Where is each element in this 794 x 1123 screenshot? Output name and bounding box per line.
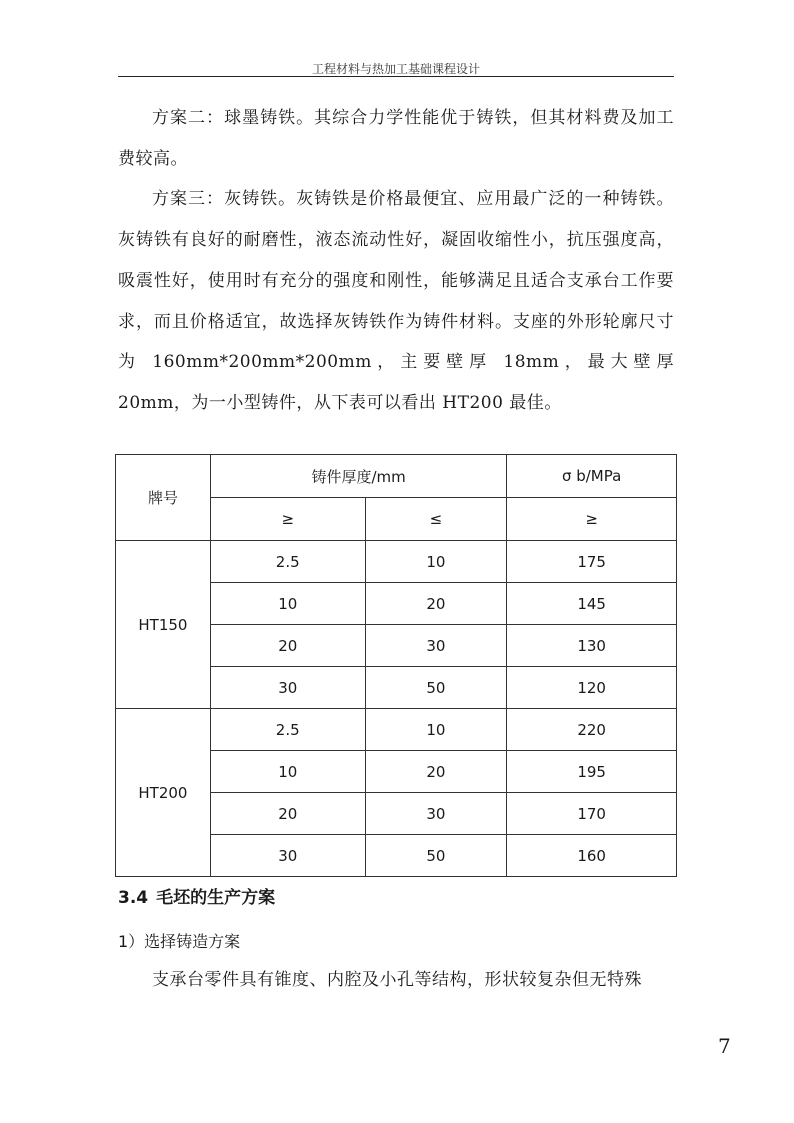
strength-cell: 175 xyxy=(507,541,677,583)
subsection-heading: 1）选择铸造方案 xyxy=(118,932,241,951)
subheader-max: ≤ xyxy=(365,498,507,541)
strength-cell: 120 xyxy=(507,667,677,709)
paragraph-option-2: 方案二：球墨铸铁。其综合力学性能优于铸铁，但其材料费及加工费较高。 xyxy=(118,108,674,169)
table-row xyxy=(116,541,677,583)
page-number: 7 xyxy=(718,1034,731,1058)
thickness-min-cell: 10 xyxy=(210,583,365,625)
grade-cell: HT200 xyxy=(116,709,211,877)
cast-iron-strength-table xyxy=(115,454,677,877)
thickness-min-cell: 10 xyxy=(210,751,365,793)
thickness-min-cell: 2.5 xyxy=(210,541,365,583)
thickness-max-cell: 10 xyxy=(365,709,507,751)
section-heading xyxy=(118,883,275,908)
subheader-strength-min: ≥ xyxy=(507,498,677,541)
thickness-min-cell: 20 xyxy=(210,793,365,835)
thickness-max-cell: 30 xyxy=(365,625,507,667)
thickness-min-cell: 30 xyxy=(210,667,365,709)
thickness-max-cell: 30 xyxy=(365,793,507,835)
thickness-min-cell: 20 xyxy=(210,625,365,667)
body-text-bottom xyxy=(118,960,674,1001)
page-header: 工程材料与热加工基础课程设计 xyxy=(311,62,480,76)
thickness-min-cell: 30 xyxy=(210,835,365,877)
strength-cell: 130 xyxy=(507,625,677,667)
subheader-min: ≥ xyxy=(210,498,365,541)
paragraph-option-3: 方案三：灰铸铁。灰铸铁是价格最便宜、应用最广泛的一种铸铁。灰铸铁有良好的耐磨性，液态流动性好，凝固收缩性小，抗压强度高，吸震性好，使用时有充分的强度和刚性，能够满足且适合支承台工作要求，而且价格适宜，故选择灰铸铁作为铸件材料。支座的外形轮廓尺寸为 160mm*200mm*200mm，主要壁厚 18mm，最大壁厚 20mm，为一小型铸件，从下表可以看出 HT200 最佳。 xyxy=(118,189,674,413)
header-thickness: 铸件厚度/mm xyxy=(210,455,506,498)
header-rule xyxy=(118,76,674,77)
thickness-max-cell: 20 xyxy=(365,751,507,793)
thickness-max-cell: 50 xyxy=(365,835,507,877)
thickness-max-cell: 10 xyxy=(365,541,507,583)
thickness-max-cell: 20 xyxy=(365,583,507,625)
strength-cell: 220 xyxy=(507,709,677,751)
thickness-min-cell: 2.5 xyxy=(210,709,365,751)
section-number: 3.4 xyxy=(118,888,149,908)
strength-cell: 170 xyxy=(507,793,677,835)
section-title: 毛坯的生产方案 xyxy=(156,888,276,908)
strength-cell: 160 xyxy=(507,835,677,877)
paragraph-casting: 支承台零件具有锥度、内腔及小孔等结构，形状较复杂但无特殊 xyxy=(152,970,642,990)
strength-cell: 145 xyxy=(507,583,677,625)
header-grade: 牌号 xyxy=(116,455,211,541)
grade-cell: HT150 xyxy=(116,541,211,709)
thickness-max-cell: 50 xyxy=(365,667,507,709)
body-text-top xyxy=(118,98,674,424)
strength-cell: 195 xyxy=(507,751,677,793)
table-row xyxy=(116,709,677,751)
header-strength: σ b/MPa xyxy=(507,455,677,498)
